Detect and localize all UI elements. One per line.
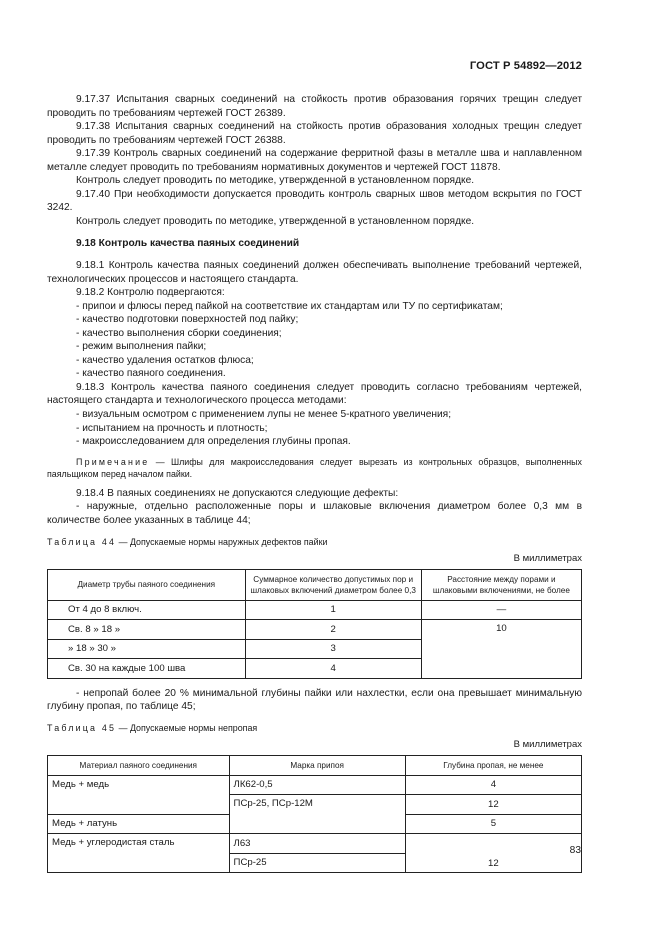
section-title: 9.18 Контроль качества паяных соединений: [76, 238, 300, 250]
table-row: [48, 620, 582, 640]
paragraph: Контроль следует проводить по методике, утвержденной в установленном порядке.: [76, 175, 475, 187]
table-cell: ПСр-25: [229, 853, 405, 873]
table-cell: ПСр-25, ПСр-12М: [229, 795, 405, 834]
table-cell: 4: [405, 775, 581, 795]
paragraph: 9.18.3 Контроль качества паяного соединения следует проводить согласно требованиям чертежей, настоящего стандарта и технологического процесса методами:: [47, 381, 582, 407]
table-caption: [47, 536, 582, 550]
table-cell: Св. 30 на каждые 100 шва: [48, 659, 246, 679]
table-title: — Допускаемые нормы наружных дефектов пайки: [116, 536, 328, 547]
table-title: — Допускаемые нормы непропая: [116, 722, 258, 733]
table-label: Таблица 44: [47, 536, 117, 547]
table-cell: От 4 до 8 включ.: [48, 600, 246, 620]
table-45: [47, 755, 582, 874]
paragraph: 9.18.1 Контроль качества паяных соединений должен обеспечивать выполнение требований чертежей, технологических процессов и настоящего стандарта.: [47, 260, 582, 285]
list-item: - качество удаления остатков флюса;: [76, 354, 254, 366]
list-item: - качество паяного соединения.: [76, 368, 226, 380]
list-item: - припои и флюсы перед пайкой на соответствие их стандартам или ТУ по сертификатам;: [76, 300, 503, 312]
table-row: [48, 834, 582, 854]
table-cell: Св. 8 » 18 »: [48, 620, 246, 640]
table-44: [47, 569, 582, 679]
column-header: Марка припоя: [229, 755, 405, 775]
paragraph: 9.18.4 В паяных соединениях не допускаются следующие дефекты:: [76, 487, 399, 499]
list-item: - качество подготовки поверхностей под пайку;: [76, 314, 299, 326]
table-cell: 12: [405, 795, 581, 815]
paragraph: 9.18.2 Контролю подвергаются:: [76, 287, 225, 299]
page-number: 83: [569, 845, 581, 856]
list-item: - непропай более 20 % минимальной глубины пайки или нахлестки, если она превышает минимальную глубину пропая, по таблице 45;: [47, 687, 582, 713]
table-row: [48, 600, 582, 620]
table-cell: Медь + углеродистая сталь: [48, 834, 230, 873]
column-header: Суммарное количество допустимых пор и шлаковых включений диаметром более 0,3: [245, 569, 421, 600]
table-label: Таблица 45: [47, 722, 117, 733]
column-header: Расстояние между порами и шлаковыми включениями, не более: [421, 569, 581, 600]
paragraph: 9.17.38 Испытания сварных соединений на стойкость против образования холодных трещин следует проводить по требованиям чертежей ГОСТ 26388.: [47, 121, 582, 146]
table-cell: 12: [405, 834, 581, 873]
table-cell: 5: [405, 814, 581, 834]
list-item: - наружные, отдельно расположенные поры и шлаковые включения диаметром более 0,3 мм в количестве более указанных в таблице 44;: [47, 501, 582, 526]
note-text: — Шлифы для макроисследования следует вырезать из контрольных образцов, выполненных паяльщиком перед началом пайки.: [47, 456, 582, 480]
table-cell: —: [421, 600, 581, 620]
paragraph: Контроль следует проводить по методике, утвержденной в установленном порядке.: [76, 215, 475, 227]
table-cell: 1: [245, 600, 421, 620]
table-cell: 4: [245, 659, 421, 679]
table-cell: Л63: [229, 834, 405, 854]
document-header: ГОСТ Р 54892—2012: [469, 60, 582, 72]
table-caption: [47, 722, 582, 736]
table-cell: 10: [421, 620, 581, 679]
column-header: Материал паяного соединения: [48, 755, 230, 775]
table-row: [48, 775, 582, 795]
table-units: В миллиметрах: [513, 739, 582, 751]
paragraph: 9.17.37 Испытания сварных соединений на стойкость против образования горячих трещин следует проводить по требованиям чертежей ГОСТ 26389.: [47, 94, 582, 119]
table-header-row: [48, 755, 582, 775]
note: [47, 456, 582, 481]
table-cell: 2: [245, 620, 421, 640]
paragraph: 9.17.40 При необходимости допускается проводить контроль сварных швов методом вскрытия по ГОСТ 3242.: [47, 188, 582, 214]
note-label: Примечание: [76, 456, 150, 467]
list-item: - испытанием на прочность и плотность;: [76, 422, 268, 434]
column-header: Глубина пропая, не менее: [405, 755, 581, 775]
table-cell: Медь + медь: [48, 775, 230, 814]
table-cell: 3: [245, 639, 421, 659]
table-header-row: [48, 569, 582, 600]
list-item: - макроисследованием для определения глубины пропая.: [76, 436, 351, 448]
list-item: - качество выполнения сборки соединения;: [76, 327, 282, 339]
paragraph: 9.17.39 Контроль сварных соединений на содержание ферритной фазы в металле шва и наплавленном металле следует проводить по требованиям нормативных документов и чертежей ГОСТ 11878.: [47, 148, 582, 173]
list-item: - визуальным осмотром с применением лупы не менее 5-кратного увеличения;: [76, 409, 452, 421]
document-body: [47, 93, 582, 881]
table-units: В миллиметрах: [513, 553, 582, 565]
table-cell: ЛК62-0,5: [229, 775, 405, 795]
table-cell: » 18 » 30 »: [48, 639, 246, 659]
table-cell: Медь + латунь: [48, 814, 230, 834]
column-header: Диаметр трубы паяного соединения: [48, 569, 246, 600]
list-item: - режим выполнения пайки;: [76, 341, 207, 353]
